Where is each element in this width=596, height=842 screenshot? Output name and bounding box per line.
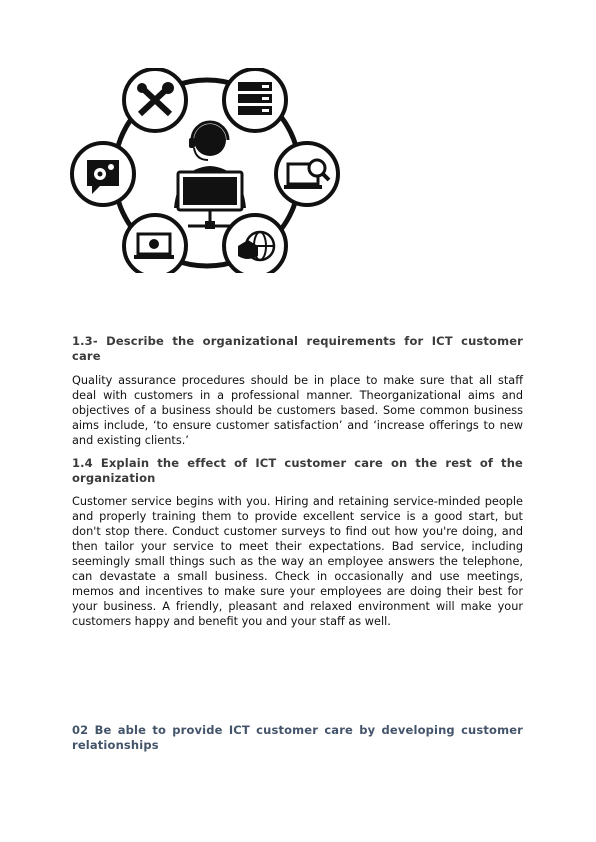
section-heading: 1.3- Describe the organizational requirements for ICT customer care bbox=[72, 334, 523, 363]
tools-icon bbox=[124, 69, 186, 131]
section-heading: 02 Be able to provide ICT customer care by developing customer relationships bbox=[72, 723, 523, 752]
settings-chat-icon bbox=[72, 143, 134, 205]
globe-icon bbox=[224, 215, 286, 273]
section-1-4-body-block bbox=[72, 494, 523, 629]
section-heading: 1.4 Explain the effect of ICT customer care on the rest of the organization bbox=[72, 456, 523, 485]
section-paragraph: Customer service begins with you. Hiring and retaining service-minded people and properly training them to provide excellent service is a good start, but don't stop there. Conduct customer surveys to find out how you're doing, and then tailor your service to meet their expectations. Bad service, including seemingly small things such as the way an employee answers the telephone, can devastate a small business. Check in occasionally and use meetings, memos and incentives to make sure your employees are doing their best for your business. A friendly, pleasant and relaxed environment will make your customers happy and benefit you and your staff as well. bbox=[72, 495, 523, 628]
support-agent-icon bbox=[174, 122, 246, 229]
section-paragraph: Quality assurance procedures should be in place to make sure that all staff deal with customers in a professional manner. Theorganizational aims and objectives of a business should be customers based. Some common business aims include, ‘to ensure customer satisfaction’ and ‘increase offerings to new and existing clients.’ bbox=[72, 374, 523, 447]
section-1-4-heading-block bbox=[72, 456, 523, 486]
section-1-3-body-block bbox=[72, 373, 523, 448]
laptop-search-icon bbox=[276, 143, 338, 205]
section-02-heading-block bbox=[72, 723, 523, 753]
section-1-3-heading-block bbox=[72, 334, 523, 364]
server-icon bbox=[224, 69, 286, 131]
laptop-bug-icon bbox=[124, 215, 186, 273]
ict-support-illustration bbox=[70, 68, 342, 273]
